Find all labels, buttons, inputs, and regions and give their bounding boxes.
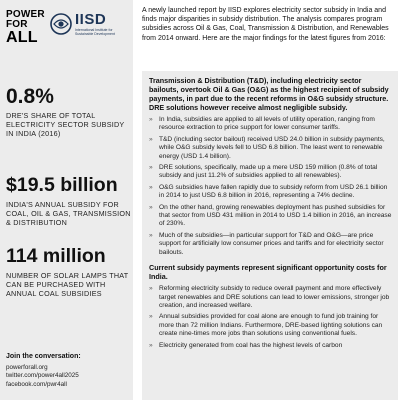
- main-content: [142, 0, 394, 400]
- section-heading-td: Transmission & Distribution (T&D), including electricity sector bailouts, overtook Oil & Gas (O&G) as the highest recipient of subsidy payments, in part due to the recent reforms in O&G subsidy structure. DRE solutions however receive almost negligible subsidy.: [149, 76, 389, 112]
- bullet-icon: »: [149, 313, 153, 321]
- iisd-name: IISD: [75, 11, 107, 28]
- bullet-icon: »: [149, 341, 153, 349]
- section-heading-opportunity: Current subsidy payments represent significant opportunity costs for India.: [149, 263, 387, 282]
- stat-annual-subsidy: [6, 176, 131, 227]
- bullet-icon: »: [149, 116, 153, 123]
- iisd-subtitle: International Institute for Sustainable Development: [75, 28, 115, 36]
- list-item: » T&D (including sector bailout) received USD 24.0 billion in subsidy payments, while O&G subsidy levels fell to USD 6.8 billion. The least went to renewable energy (USD 1.4 billion).: [149, 135, 385, 160]
- list-item: » On the other hand, growing renewables deployment has pushed subsidies for that sector from USD 431 million in 2014 to USD 1.4 billion in 2016, an increase of 230%.: [149, 203, 392, 228]
- link-facebook[interactable]: facebook.com/pwr4all: [6, 380, 67, 388]
- power-for-all-logo: POWER FOR ALL: [6, 9, 45, 46]
- link-website[interactable]: powerforall.org: [6, 363, 48, 371]
- intro-paragraph: A newly launched report by IISD explores electricity sector subsidy in India and finds major disparities in subsidy distribution. The analysis compares program subsidies across Oil & Gas, Coal, Transmission & Distribution, and Renewables from 2014 onward. Here are the major findings for the latest figures from 2016:: [142, 7, 389, 42]
- list-item: » Reforming electricity subsidy to reduce overall payment and more effectively target renewables and DRE solutions can lead to lower emissions, stronger job creation, and increased welfare.: [149, 285, 390, 309]
- bullet-icon: »: [149, 135, 153, 143]
- iisd-emblem-icon: [50, 13, 72, 35]
- link-twitter[interactable]: twitter.com/power4all2025: [6, 372, 79, 380]
- list-item: » DRE solutions, specifically, made up a mere USD 159 million (0.8% of total subsidy and just 11.2% of subsidies applied to all renewables).: [149, 164, 378, 180]
- iisd-logo: [50, 10, 130, 50]
- stat-caption: DRE'S SHARE OF TOTAL ELECTRICITY SECTOR SUBSIDY IN INDIA (2016): [6, 111, 125, 138]
- stat-dre-share: [6, 86, 131, 138]
- logos: [6, 8, 130, 70]
- list-item: » In India, subsidies are applied to all levels of utility operation, ranging from resource extraction to price support for lower consumer tariffs.: [149, 116, 375, 132]
- stat-value: 0.8%: [6, 85, 54, 108]
- stat-value: 114 million: [6, 245, 106, 267]
- list-item: » O&G subsidies have fallen rapidly due to subsidy reform from USD 26.1 billion in 2014 to just USD 6.8 billion in 2016, representing a 74% decline.: [149, 183, 388, 200]
- list-item: » Much of the subsidies—in particular support for T&D and O&G—are price support for artificially low consumer prices and tariffs and for electricity sector bailouts.: [149, 231, 384, 256]
- join-conversation: [6, 353, 130, 389]
- bullet-icon: »: [149, 203, 153, 211]
- left-sidebar: [0, 0, 133, 400]
- bullet-icon: »: [149, 285, 153, 293]
- stat-value: $19.5 billion: [6, 174, 118, 196]
- stat-caption: NUMBER OF SOLAR LAMPS THAT CAN BE PURCHASED WITH ANNUAL COAL SUBSIDIES: [6, 270, 129, 298]
- bullet-icon: »: [149, 231, 153, 239]
- bullet-icon: »: [149, 183, 153, 191]
- findings-panel: [142, 71, 398, 400]
- stat-caption: INDIA'S ANNUAL SUBSIDY FOR COAL, OIL & GAS, TRANSMISSION & DISTRIBUTION: [6, 199, 131, 227]
- bullet-icon: »: [149, 164, 153, 172]
- list-item: » Annual subsidies provided for coal alone are enough to fund job training for more than 72 million Indians. Furthermore, DRE-based lighting solutions can create nine-times more jobs than solutions using conventional fuels.: [149, 313, 383, 338]
- join-title: Join the conversation:: [6, 353, 81, 360]
- stat-solar-lamps: [6, 247, 131, 298]
- list-item: » Electricity generated from coal has the highest levels of carbon: [149, 341, 343, 349]
